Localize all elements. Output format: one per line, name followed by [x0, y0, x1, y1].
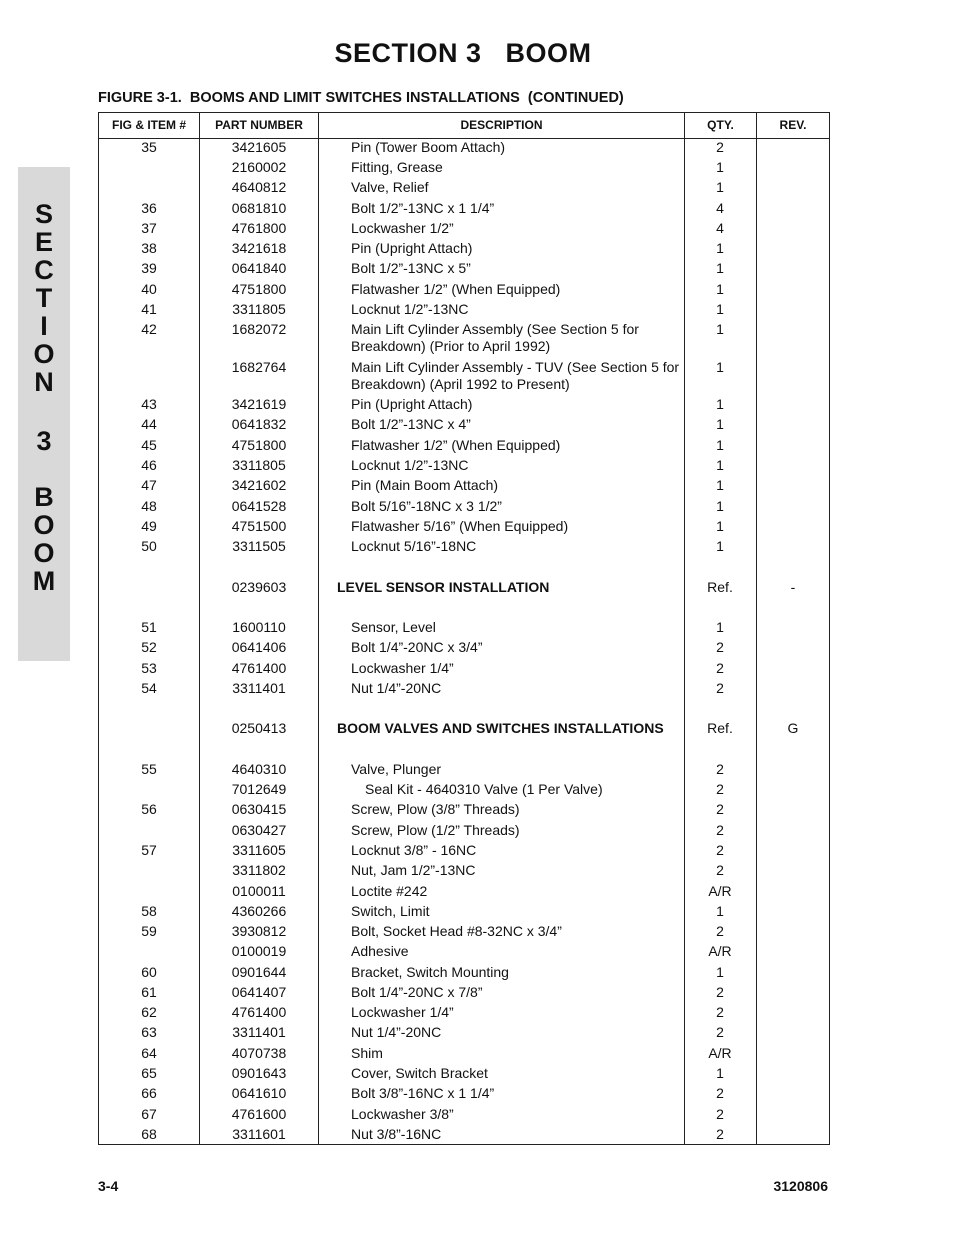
cell-part-number: 4751500	[231, 518, 287, 534]
cell-description: Lockwasher 1/2”	[351, 220, 454, 236]
cell-description: Screw, Plow (3/8” Threads)	[351, 801, 520, 817]
cell-part-number: 3421619	[231, 396, 287, 412]
cell-description: LEVEL SENSOR INSTALLATION	[337, 579, 550, 595]
cell-description: Shim	[351, 1045, 383, 1061]
cell-part-number: 4761800	[231, 220, 287, 236]
side-tab-letter: I	[40, 311, 48, 341]
cell-qty: 1	[716, 281, 724, 297]
cell-qty: 1	[716, 538, 724, 554]
cell-part-number: 2160002	[231, 159, 287, 175]
header-description: DESCRIPTION	[460, 118, 543, 132]
cell-fig-item: 36	[141, 200, 157, 216]
cell-qty: 2	[716, 781, 724, 797]
cell-description: Nut, Jam 1/2”-13NC	[351, 862, 476, 878]
cell-description: Seal Kit - 4640310 Valve (1 Per Valve)	[365, 781, 603, 797]
cell-part-number: 1682764	[231, 359, 287, 375]
cell-part-number: 4761400	[231, 1004, 287, 1020]
cell-part-number: 4070738	[231, 1045, 287, 1061]
cell-description: Fitting, Grease	[351, 159, 443, 175]
cell-qty: A/R	[708, 883, 732, 899]
header-rev: REV.	[779, 118, 807, 132]
cell-part-number: 3311401	[232, 680, 286, 696]
cell-part-number: 0630415	[231, 801, 287, 817]
cell-fig-item: 40	[141, 281, 157, 297]
cell-qty: 1	[716, 457, 724, 473]
cell-description: Lockwasher 1/4”	[351, 1004, 454, 1020]
cell-part-number: 0641407	[231, 984, 287, 1000]
cell-fig-item: 63	[141, 1024, 157, 1040]
cell-description: Screw, Plow (1/2” Threads)	[351, 822, 520, 838]
cell-description: Locknut 1/2”-13NC	[351, 457, 469, 473]
cell-description: BOOM VALVES AND SWITCHES INSTALLATIONS	[337, 720, 664, 736]
cell-qty: 1	[716, 301, 724, 317]
cell-part-number: 3311805	[232, 457, 286, 473]
cell-fig-item: 64	[141, 1045, 157, 1061]
column-divider	[756, 113, 757, 1144]
cell-description: Bolt 1/2”-13NC x 1 1/4”	[351, 200, 495, 216]
cell-qty: 1	[716, 159, 724, 175]
cell-part-number: 0901643	[231, 1065, 287, 1081]
cell-description: Nut 1/4”-20NC	[351, 680, 442, 696]
cell-part-number: 0250413	[231, 720, 287, 736]
cell-fig-item: 45	[141, 437, 157, 453]
cell-description: Pin (Tower Boom Attach)	[351, 139, 506, 155]
cell-part-number: 1682072	[231, 321, 287, 337]
cell-qty: 1	[716, 437, 724, 453]
cell-fig-item: 38	[141, 240, 157, 256]
cell-part-number: 3311805	[232, 301, 286, 317]
cell-fig-item: 48	[141, 498, 157, 514]
cell-part-number: 0641610	[231, 1085, 287, 1101]
cell-description: Bolt 5/16”-18NC x 3 1/2”	[351, 498, 502, 514]
cell-description: Switch, Limit	[351, 903, 430, 919]
cell-description: Bolt 1/4”-20NC x 3/4”	[351, 639, 483, 655]
cell-part-number: 3311505	[232, 538, 286, 554]
cell-part-number: 4761400	[231, 660, 287, 676]
cell-fig-item: 66	[141, 1085, 157, 1101]
cell-part-number: 4360266	[231, 903, 287, 919]
cell-qty: 1	[716, 240, 724, 256]
cell-description: Valve, Relief	[351, 179, 429, 195]
cell-qty: 1	[716, 179, 724, 195]
cell-description: Main Lift Cylinder Assembly (See Section 5 for Breakdown) (Prior to April 1992)	[351, 321, 639, 354]
cell-fig-item: 41	[141, 301, 157, 317]
cell-description: Cover, Switch Bracket	[351, 1065, 488, 1081]
cell-qty: 1	[716, 619, 724, 635]
cell-qty: A/R	[708, 943, 732, 959]
cell-qty: A/R	[708, 1045, 732, 1061]
header-fig-item: FIG & ITEM #	[111, 118, 186, 132]
cell-part-number: 3311802	[232, 862, 286, 878]
section-side-tab	[18, 167, 70, 661]
cell-fig-item: 49	[141, 518, 157, 534]
cell-qty: 1	[716, 321, 724, 337]
parts-table	[98, 112, 830, 1145]
cell-part-number: 3311601	[232, 1126, 286, 1142]
cell-description: Adhesive	[351, 943, 409, 959]
cell-description: Nut 3/8”-16NC	[351, 1126, 442, 1142]
cell-fig-item: 56	[141, 801, 157, 817]
cell-fig-item: 52	[141, 639, 157, 655]
cell-qty: 1	[716, 964, 724, 980]
cell-fig-item: 47	[141, 477, 157, 493]
cell-part-number: 3421605	[231, 139, 287, 155]
cell-qty: 2	[716, 1085, 724, 1101]
cell-description: Bolt 1/4”-20NC x 7/8”	[351, 984, 483, 1000]
cell-description: Sensor, Level	[351, 619, 436, 635]
cell-fig-item: 35	[141, 139, 157, 155]
side-tab-letter: S	[34, 199, 53, 229]
cell-description: Bracket, Switch Mounting	[351, 964, 509, 980]
cell-description: Bolt, Socket Head #8-32NC x 3/4”	[351, 923, 562, 939]
cell-part-number: 0641406	[231, 639, 287, 655]
cell-fig-item: 61	[141, 984, 157, 1000]
cell-fig-item: 44	[141, 416, 157, 432]
cell-qty: 4	[716, 220, 724, 236]
cell-part-number: 4640812	[231, 179, 287, 195]
cell-fig-item: 55	[141, 761, 157, 777]
cell-qty: 1	[716, 1065, 724, 1081]
cell-part-number: 0100011	[232, 883, 286, 899]
side-tab-letter: O	[33, 510, 55, 540]
cell-description: Flatwasher 5/16” (When Equipped)	[351, 518, 569, 534]
cell-part-number: 0641840	[231, 260, 287, 276]
cell-qty: 1	[716, 477, 724, 493]
cell-part-number: 3311605	[232, 842, 286, 858]
cell-qty: Ref.	[707, 720, 733, 736]
cell-qty: 1	[716, 498, 724, 514]
cell-fig-item: 51	[141, 619, 157, 635]
cell-part-number: 0641832	[231, 416, 287, 432]
side-tab-letter: N	[34, 367, 54, 397]
cell-description: Flatwasher 1/2” (When Equipped)	[351, 281, 561, 297]
figure-title: FIGURE 3-1. BOOMS AND LIMIT SWITCHES INSTALLATIONS (CONTINUED)	[98, 90, 624, 106]
cell-fig-item: 39	[141, 260, 157, 276]
cell-part-number: 0901644	[231, 964, 287, 980]
cell-part-number: 0100019	[231, 943, 287, 959]
cell-description: Pin (Upright Attach)	[351, 396, 473, 412]
cell-description: Flatwasher 1/2” (When Equipped)	[351, 437, 561, 453]
side-tab-letter: C	[34, 255, 54, 285]
cell-description: Lockwasher 3/8”	[351, 1106, 454, 1122]
document-number: 3120806	[773, 1178, 828, 1194]
cell-description: Bolt 1/2”-13NC x 4”	[351, 416, 471, 432]
cell-part-number: 0681810	[231, 200, 287, 216]
cell-qty: 2	[716, 761, 724, 777]
cell-fig-item: 67	[141, 1106, 157, 1122]
cell-part-number: 3421618	[231, 240, 287, 256]
cell-part-number: 3421602	[231, 477, 287, 493]
cell-qty: 2	[716, 842, 724, 858]
side-tab-letter: M	[32, 566, 56, 596]
page-number: 3-4	[98, 1178, 119, 1194]
cell-qty: 1	[716, 260, 724, 276]
cell-qty: 1	[716, 903, 724, 919]
cell-fig-item: 60	[141, 964, 157, 980]
cell-part-number: 0641528	[231, 498, 287, 514]
cell-rev: G	[787, 720, 799, 736]
cell-part-number: 4761600	[231, 1106, 287, 1122]
cell-qty: 2	[716, 801, 724, 817]
cell-qty: 1	[716, 396, 724, 412]
cell-part-number: 4751800	[231, 437, 287, 453]
cell-description: Bolt 1/2”-13NC x 5”	[351, 260, 471, 276]
cell-description: Main Lift Cylinder Assembly - TUV (See Section 5 for Breakdown) (April 1992 to Present)	[351, 359, 680, 392]
cell-fig-item: 58	[141, 903, 157, 919]
cell-qty: 1	[716, 518, 724, 534]
cell-description: Locknut 3/8” - 16NC	[351, 842, 477, 858]
cell-description: Pin (Main Boom Attach)	[351, 477, 499, 493]
cell-qty: Ref.	[707, 579, 733, 595]
cell-fig-item: 46	[141, 457, 157, 473]
page-title: SECTION 3 BOOM	[334, 38, 592, 68]
cell-description: Locknut 5/16”-18NC	[351, 538, 477, 554]
cell-description: Pin (Upright Attach)	[351, 240, 473, 256]
cell-description: Nut 1/4”-20NC	[351, 1024, 442, 1040]
side-tab-letter: T	[35, 283, 53, 313]
cell-fig-item: 57	[141, 842, 157, 858]
cell-qty: 2	[716, 680, 724, 696]
cell-fig-item: 50	[141, 538, 157, 554]
cell-fig-item: 37	[141, 220, 157, 236]
cell-description: Loctite #242	[351, 883, 428, 899]
cell-fig-item: 65	[141, 1065, 157, 1081]
cell-description: Lockwasher 1/4”	[351, 660, 454, 676]
cell-qty: 2	[716, 139, 724, 155]
side-tab-letter: B	[34, 482, 54, 512]
cell-qty: 4	[716, 200, 724, 216]
cell-qty: 2	[716, 984, 724, 1000]
cell-fig-item: 53	[141, 660, 157, 676]
cell-qty: 2	[716, 923, 724, 939]
cell-part-number: 3311401	[232, 1024, 286, 1040]
side-tab-letter: O	[33, 538, 55, 568]
side-tab-letter: O	[33, 339, 55, 369]
cell-qty: 2	[716, 1126, 724, 1142]
cell-part-number: 4640310	[231, 761, 287, 777]
cell-fig-item: 62	[141, 1004, 157, 1020]
cell-qty: 2	[716, 862, 724, 878]
cell-part-number: 7012649	[231, 781, 287, 797]
cell-fig-item: 54	[141, 680, 157, 696]
cell-part-number: 0239603	[231, 579, 287, 595]
side-tab-letter: E	[34, 227, 53, 257]
cell-qty: 2	[716, 639, 724, 655]
cell-part-number: 4751800	[231, 281, 287, 297]
cell-rev: -	[790, 579, 796, 595]
cell-description: Valve, Plunger	[351, 761, 442, 777]
cell-qty: 2	[716, 822, 724, 838]
cell-fig-item: 59	[141, 923, 157, 939]
cell-fig-item: 68	[141, 1126, 157, 1142]
cell-fig-item: 42	[141, 321, 157, 337]
side-tab-letter: 3	[36, 426, 52, 456]
header-part-number: PART NUMBER	[215, 118, 303, 132]
cell-qty: 1	[716, 416, 724, 432]
cell-part-number: 0630427	[231, 822, 287, 838]
cell-fig-item: 43	[141, 396, 157, 412]
cell-part-number: 1600110	[232, 619, 286, 635]
cell-qty: 2	[716, 660, 724, 676]
cell-qty: 2	[716, 1004, 724, 1020]
cell-qty: 1	[716, 359, 724, 375]
cell-qty: 2	[716, 1024, 724, 1040]
cell-description: Locknut 1/2”-13NC	[351, 301, 469, 317]
column-divider	[318, 113, 319, 1144]
cell-part-number: 3930812	[231, 923, 287, 939]
header-qty: QTY.	[707, 118, 734, 132]
cell-description: Bolt 3/8”-16NC x 1 1/4”	[351, 1085, 495, 1101]
cell-qty: 2	[716, 1106, 724, 1122]
